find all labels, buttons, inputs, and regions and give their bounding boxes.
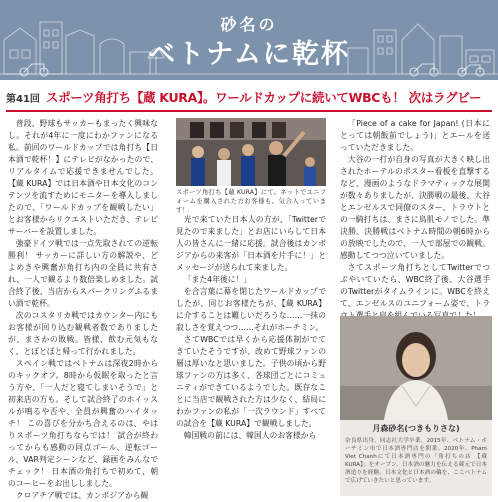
headline-text: スポーツ角打ち【蔵 KURA】。ワールドカップに続いてWBCも！ 次はラグビー (45, 90, 482, 105)
photo-caption: スポーツ角打ち【蔵 KURA】にて。ネットでユニフォームを購入された方お客様も。気合入っています！ (176, 189, 326, 214)
column-series-title: ベトナムに乾杯 (148, 39, 350, 70)
bar-photo (176, 118, 326, 186)
paragraph: クロアチア戦では、カンボジアから観 (15, 491, 149, 500)
paragraph: スペイン戦ではベトナムは深夜2時からのキックオフ。8時から仮眠を取ったと言う方や、「一人だと寝てしまいそうで」と初来店の方も。そして試合終了のホイッスルが鳴るや否や、全員が興奮のハイタッチ！ この喜びを分かち合えるのは、やはりスポーツ角打ちならでは！ 試合が終わってからも感動の同点ゴール、逆転ゴール、VAR判定シーンなど、録画をみんなでチェック！ 日本酒の角打ちで初めて、朝のコーヒーをお出ししました。 (8, 359, 158, 488)
paragraph: 次のコスタリカ戦ではカウンター内にもお客様が回り込む観戦者数でありましたが、まさかの敗戦。皆様、飲む元気もなく、とぼとぼと帰って行かれました。 (8, 311, 158, 356)
author-name: 月森砂名(つきもりさな) (372, 424, 460, 433)
article-column-3 (340, 118, 490, 310)
paragraph: を合言葉に幕を閉じたワールドカップでしたが、同じお客様たちが、【蔵 KURA】に介することは難しいだろうな……一抹の寂しさを覚えつつ……それがホーチミン。 (176, 287, 326, 332)
author-bio: 奈良県出身。同志社大学卒業。2015年、ベトナム・ホーチミン市で日本酒専門店を開業。2020年、Pham Viet Chanhにて日本酒専門の「角打ちの店 【蔵 KURA】」をオープン。日本酒の魅力を伝える蔵元で日本酒造りを経験。日本文化と日本酒の輪を、ここベトナムで広げていきたいと思っています。 (345, 438, 487, 484)
column-series-name: 砂名の (220, 15, 278, 34)
paragraph: 大谷の一打が自身の写真が大きく映し出されたホーテルのポスター看板を直撃するなど、漫画のようなドラマティックな展開が数々ありましたが、決勝戦の最後、大谷とエンゼルスで同僚のスター、トラウトとの一騎打ちは、まさに鳥肌モノでした。準決勝、決勝戦はベトナム時間の朝6時からの放映でしたので、一人で部屋での観戦。感動してつつ泣いていました。 (340, 155, 490, 260)
masthead (0, 0, 498, 80)
paragraph: 「Piece of a cake for Japan! (日本にとっては朝飯前でしょう)」とエールを送っていただきました。 (340, 119, 490, 152)
bar-interior-photo (176, 118, 326, 186)
issue-number: 第41回 (6, 93, 40, 105)
author-photo (340, 316, 492, 420)
paragraph: 強豪ドイツ戦では一点先取されての逆転勝利！ サッカーに詳しい方の解説や、どよめきや興奮が角打ち内の全員に共有され、一人で観るより数倍楽しめました。試合終了後、当店からスパークリングふるまい酒で乾杯。 (8, 239, 158, 308)
paragraph: さてスポーツ角打ちとしてTwitterでつぶやいていたら、WBC終了後、大谷選手のTwitterがタイムラインに。WBCを終えて、エンゼルスのユニフォーム姿で、トラ (340, 263, 490, 308)
headline-divider (6, 110, 492, 112)
paragraph: 韓国戦の前には、韓国人のお客様から (183, 431, 317, 440)
paragraph: 普段、野球もサッカーもまったく興味なし。それが4年に一度にわかファンになる私。前回のワールドカップでは角打ち【日本酒で乾杯！】にテレビがなかったので、リアルタイムで応援できませんでした。【蔵 KURA】では日本酒や日本文化のコンテンツを流すためにモニターを導入しましたので、「ワールドカップを観戦したい」とお客様からリクエストいただき、テレビサーバーを設置しました。 (8, 119, 158, 236)
paragraph: 光で来ていた日本人の方が、「Twitterで見たので来ました」とお店にいらして日本人の皆さんに一緒に応援。試合後はカンボジアからの来客が「日本酒を片手に！」とメッセージが送られて来ました。 (176, 215, 326, 272)
column-2-text (176, 214, 326, 496)
article-headline (6, 86, 492, 108)
author-portrait (340, 316, 492, 420)
author-profile (340, 316, 492, 496)
paragraph: さてWBCでは早くから応援体制がでてきていたそうですが、改めて野球ファンの層は厚いなと思いました。子供の頃から野球ファンの方は多く、各球団ごとにコミュニティができているようでした。既存なことに当店で観戦された方は少なく、結局にわかファンの私が「一次ラウンド」すべての試合を【蔵 KURA】で観戦しました。 (176, 335, 326, 428)
article-column-1 (8, 118, 158, 500)
paragraph: 「また4年後に！」 (183, 275, 252, 284)
